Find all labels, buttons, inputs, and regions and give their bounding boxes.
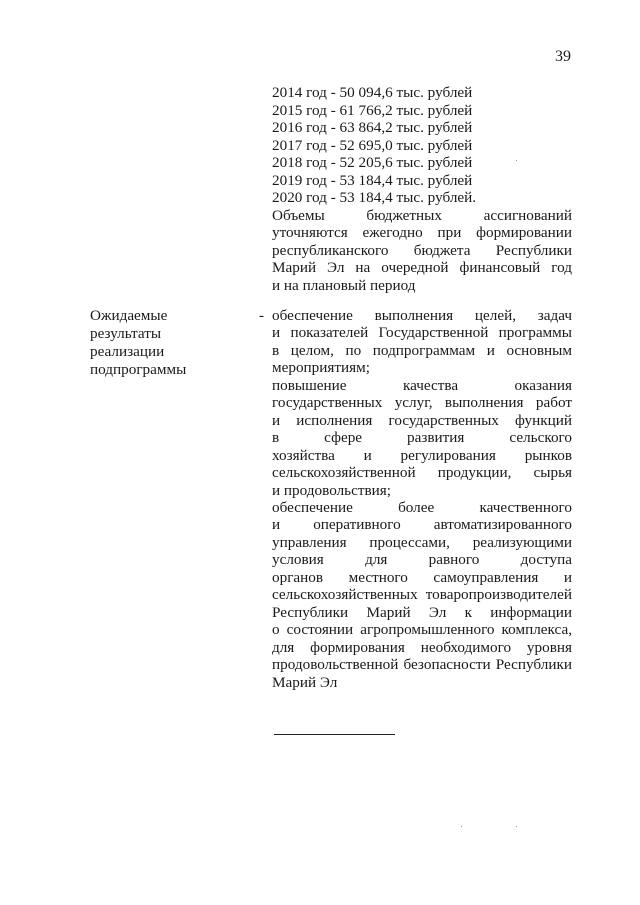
results-label-line: результаты [90,325,162,342]
results-line: органов местного самоуправления и [272,568,572,586]
page-number: 39 [555,48,571,65]
results-line: в целом, по подпрограммам и основным [272,341,572,359]
results-line: Республики Марий Эл к информации [272,603,572,621]
results-line: обеспечение выполнения целей, задач [272,307,572,324]
label-dash: - [259,307,265,324]
results-line: и оперативного автоматизированного [272,516,572,534]
results-line: сельскохозяйственных товаропроизводителей [272,586,572,604]
scan-speck [461,826,462,827]
results-line: продовольственной безопасности Республики [272,656,572,674]
funding-note-line: Объемы бюджетных ассигнований [272,206,572,224]
funding-line-2019: 2019 год - 53 184,4 тыс. рублей [272,171,473,189]
results-text [272,307,572,691]
results-line: и исполнения государственных функций [272,411,572,429]
results-line: мероприятиям; [272,359,370,377]
funding-line-2020: 2020 год - 53 184,4 тыс. рублей. [272,189,477,206]
results-label-line: Ожидаемые [90,307,168,324]
scan-speck [516,160,517,161]
results-line: Марий Эл [272,673,338,691]
footnote-rule [274,734,395,735]
funding-note-line: уточняются ежегодно при формировании [272,224,572,241]
results-line: и показателей Государственной программы [272,324,572,342]
results-line: обеспечение более качественного [272,498,572,516]
results-line: условия для равного доступа [272,551,572,569]
results-label [90,307,240,379]
results-line: для формирования необходимого уровня [272,638,572,656]
funding-note-line: Марий Эл на очередной финансовый год [272,259,572,276]
funding-block [272,84,572,294]
funding-line-2015: 2015 год - 61 766,2 тыс. рублей [272,101,473,119]
funding-line-2016: 2016 год - 63 864,2 тыс. рублей [272,119,473,136]
funding-note-line: и на плановый период [272,276,416,294]
funding-line-2014: 2014 год - 50 094,6 тыс. рублей [272,84,473,101]
funding-line-2017: 2017 год - 52 695,0 тыс. рублей [272,136,473,154]
results-line: управления процессами, реализующими [272,533,572,551]
funding-line-2018: 2018 год - 52 205,6 тыс. рублей [272,154,473,171]
results-line: о состоянии агропромышленного комплекса, [272,621,572,639]
results-line: в сфере развития сельского [272,429,572,447]
results-line: сельскохозяйственной продукции, сырья [272,464,572,482]
results-line: и продовольствия; [272,481,391,499]
scan-speck [516,826,517,827]
results-label-line: подпрограммы [90,361,187,378]
results-line: хозяйства и регулирования рынков [272,446,572,464]
results-label-line: реализации [90,343,165,360]
results-line: повышение качества оказания [272,376,572,394]
funding-note-line: республиканского бюджета Республики [272,241,572,259]
results-line: государственных услуг, выполнения работ [272,394,572,412]
